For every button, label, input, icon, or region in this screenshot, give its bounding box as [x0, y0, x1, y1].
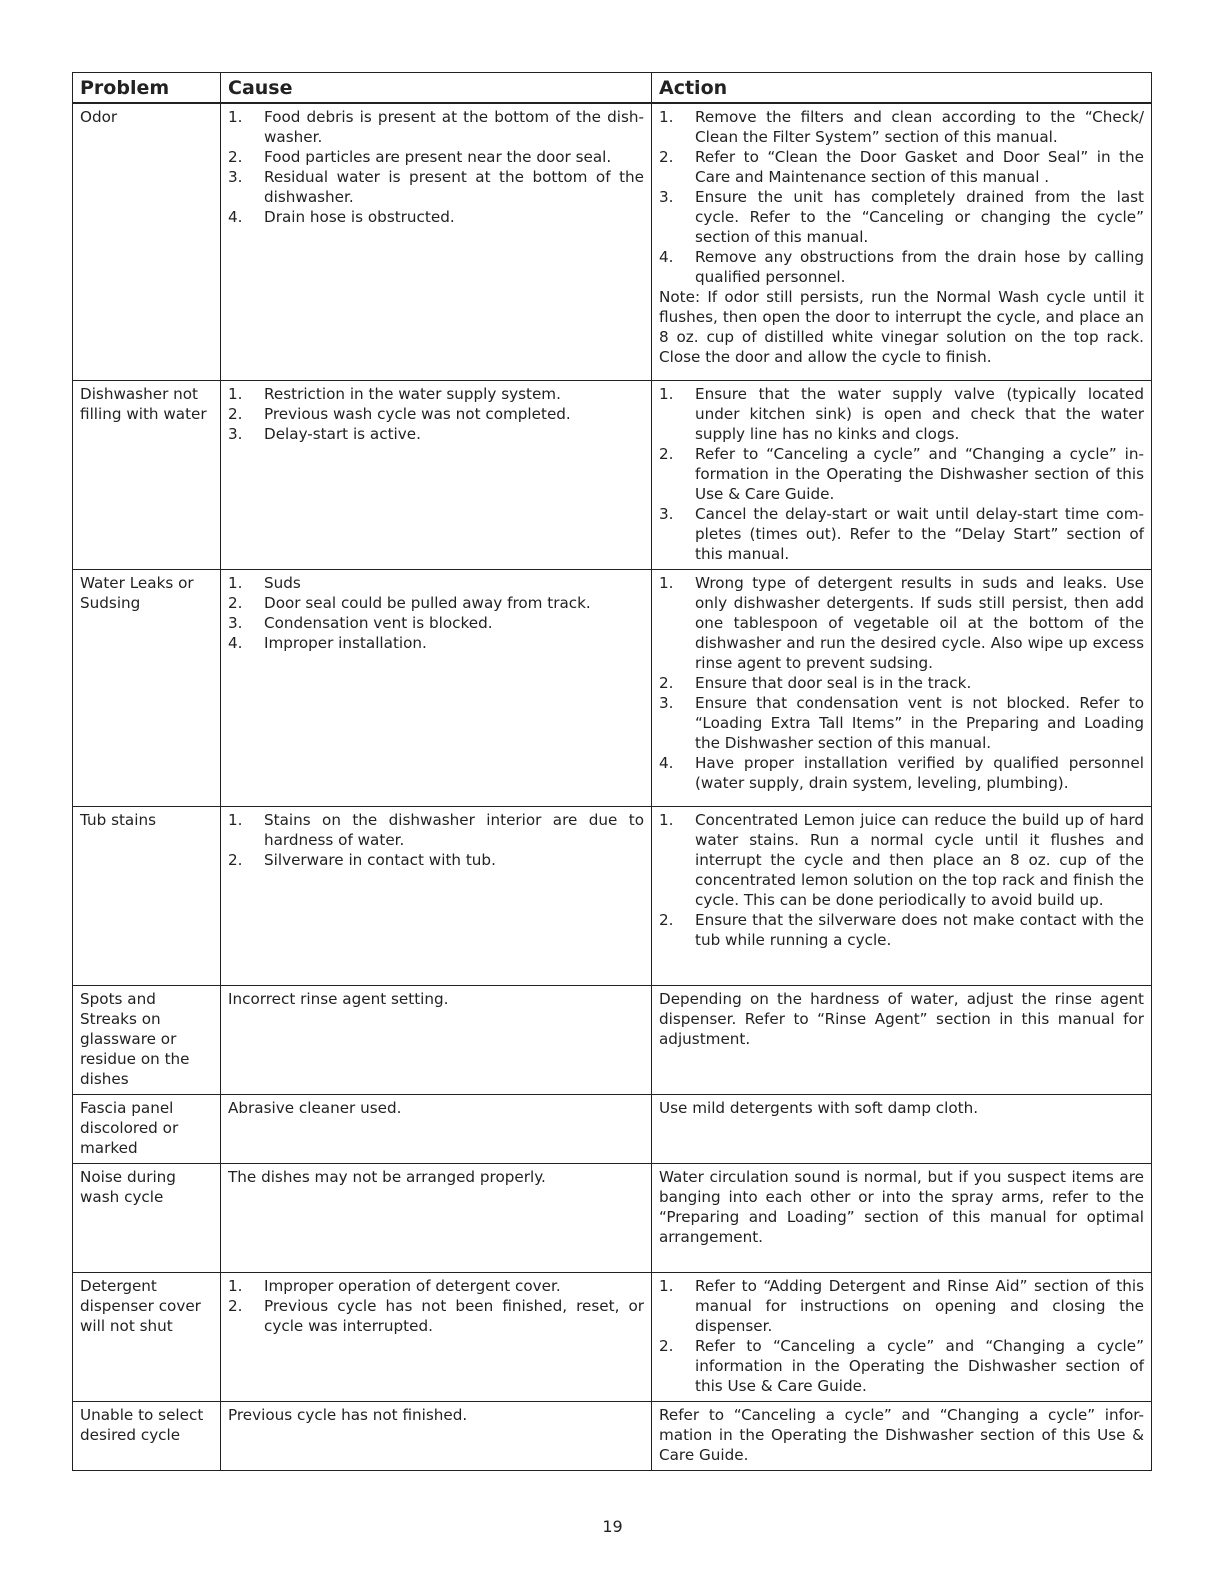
problem-cell: Spots and Streaks on glassware or residue on the dishes: [73, 985, 221, 1094]
list-item: [659, 1276, 1144, 1336]
action-cell: [652, 806, 1152, 985]
cause-cell: [221, 1163, 652, 1272]
action-cell: [652, 985, 1152, 1094]
list-item: [659, 147, 1144, 187]
item-number: 4.: [228, 208, 243, 226]
item-number: 3.: [228, 424, 243, 443]
item-number: 2.: [228, 404, 243, 423]
cause-text: Abrasive cleaner used.: [228, 1098, 402, 1117]
cause-cell: [221, 1094, 652, 1163]
action-cell: [652, 569, 1152, 806]
list-item: [659, 504, 1144, 564]
item-text: Silverware in contact with tub.: [264, 850, 496, 869]
item-number: 1.: [659, 1276, 674, 1295]
list-item: [228, 404, 644, 424]
item-number: 1.: [228, 108, 243, 126]
table-row: [73, 380, 1152, 569]
cause-list: [228, 810, 644, 870]
table-row: [73, 1163, 1152, 1272]
list-item: [659, 444, 1144, 504]
item-text: Refer to “Clean the Door Gasket and Door Seal” in the Care and Maintenance section of this manual .: [695, 148, 1144, 186]
item-number: 2.: [659, 444, 674, 463]
list-item: [228, 573, 644, 593]
action-cell: [652, 1163, 1152, 1272]
table-body: [73, 103, 1152, 1470]
item-text: Refer to “Adding Detergent and Rinse Aid” section of this manual for instructions on opening and closing the dispenser.: [695, 1276, 1144, 1335]
item-number: 2.: [659, 910, 674, 929]
item-text: Improper operation of detergent cover.: [264, 1276, 561, 1295]
header-cause: Cause: [221, 73, 652, 104]
table-row: [73, 1094, 1152, 1163]
item-text: Ensure that the silverware does not make contact with the tub while running a cycle.: [695, 910, 1144, 949]
cause-cell: [221, 1401, 652, 1470]
item-text: Ensure that the water supply valve (typically located under kitchen sink) is open and check that the water supply line has no kinks and clogs.: [695, 384, 1144, 443]
action-cell: [652, 103, 1152, 380]
item-text: Previous cycle has not been finished, reset, or cycle was interrupted.: [264, 1296, 644, 1335]
action-cell: [652, 380, 1152, 569]
action-list: [659, 810, 1144, 950]
problem-cell: Odor: [73, 103, 221, 380]
list-item: [228, 167, 644, 207]
cause-text: The dishes may not be arranged properly.: [228, 1167, 546, 1186]
cause-cell: [221, 806, 652, 985]
list-item: [659, 573, 1144, 673]
action-text: Water circulation sound is normal, but if you suspect items are banging into each other or into the spray arms, refer to the “Preparing and Loading” section of this manual for optimal arrangement.: [659, 1167, 1144, 1246]
list-item: [228, 107, 644, 147]
item-text: Remove the filters and clean according to the “Check/ Clean the Filter System” section of this manual.: [695, 108, 1144, 146]
list-item: [228, 850, 644, 870]
item-text: Previous wash cycle was not completed.: [264, 404, 571, 423]
item-number: 2.: [228, 148, 243, 166]
item-text: Suds: [264, 573, 301, 592]
item-text: Restriction in the water supply system.: [264, 384, 561, 403]
item-number: 4.: [659, 753, 674, 772]
item-number: 1.: [228, 573, 243, 592]
item-number: 1.: [659, 384, 674, 403]
list-item: [659, 753, 1144, 793]
list-item: [228, 1276, 644, 1296]
item-number: 3.: [228, 613, 243, 632]
cause-list: [228, 107, 644, 227]
list-item: [228, 613, 644, 633]
item-text: Drain hose is obstructed.: [264, 208, 455, 226]
problem-cell: Dishwasher not filling with water: [73, 380, 221, 569]
list-item: [228, 593, 644, 613]
item-text: Ensure the unit has completely drained from the last cycle. Refer to the “Canceling or changing the cycle” section of this manual.: [695, 188, 1144, 246]
item-text: Food debris is present at the bottom of the dish-washer.: [264, 108, 644, 146]
item-number: 2.: [659, 1336, 674, 1355]
action-list: [659, 107, 1144, 287]
item-text: Door seal could be pulled away from track.: [264, 593, 591, 612]
item-text: Improper installation.: [264, 633, 427, 652]
item-number: 2.: [659, 148, 674, 166]
cause-text: Previous cycle has not finished.: [228, 1405, 468, 1424]
cause-list: [228, 384, 644, 444]
list-item: [659, 693, 1144, 753]
table-row: [73, 806, 1152, 985]
item-text: Have proper installation verified by qualified personnel (water supply, drain system, leveling, plumbing).: [695, 753, 1144, 792]
header-problem: Problem: [73, 73, 221, 104]
action-list: [659, 1276, 1144, 1396]
action-text: Use mild detergents with soft damp cloth.: [659, 1098, 979, 1117]
list-item: [228, 424, 644, 444]
list-item: [659, 107, 1144, 147]
item-number: 1.: [659, 108, 674, 126]
header-action: Action: [652, 73, 1152, 104]
cause-cell: [221, 380, 652, 569]
item-number: 2.: [228, 1296, 243, 1315]
item-number: 1.: [659, 573, 674, 592]
item-number: 3.: [659, 504, 674, 523]
action-cell: [652, 1094, 1152, 1163]
action-note: Note: If odor still persists, run the Normal Wash cycle until it flushes, then open the door to interrupt the cycle, and place an 8 oz. cup of distilled white vinegar solution on the top rack. Close the door and allow the cycle to finish.: [659, 288, 1144, 366]
item-text: Condensation vent is blocked.: [264, 613, 493, 632]
list-item: [228, 1296, 644, 1336]
item-text: Remove any obstructions from the drain hose by calling qualified personnel.: [695, 248, 1144, 286]
item-number: 2.: [659, 673, 674, 692]
item-number: 1.: [228, 384, 243, 403]
cause-cell: [221, 103, 652, 380]
cause-cell: [221, 985, 652, 1094]
cause-cell: [221, 569, 652, 806]
item-text: Delay-start is active.: [264, 424, 421, 443]
problem-cell: Unable to select desired cycle: [73, 1401, 221, 1470]
item-number: 1.: [228, 1276, 243, 1295]
list-item: [659, 810, 1144, 910]
problem-cell: Noise during wash cycle: [73, 1163, 221, 1272]
item-text: Cancel the delay-start or wait until delay-start time com-pletes (times out). Refer to the “Delay Start” section of this manual.: [695, 504, 1144, 563]
item-number: 3.: [659, 693, 674, 712]
item-number: 1.: [659, 810, 674, 829]
item-text: Food particles are present near the door seal.: [264, 148, 612, 166]
table-row: [73, 103, 1152, 380]
list-item: [659, 384, 1144, 444]
problem-cell: Detergent dispenser cover will not shut: [73, 1272, 221, 1401]
item-number: 2.: [228, 850, 243, 869]
list-item: [228, 810, 644, 850]
list-item: [228, 633, 644, 653]
troubleshooting-table: [72, 72, 1152, 1471]
table-row: [73, 569, 1152, 806]
page-number: 19: [602, 1517, 623, 1536]
list-item: [228, 384, 644, 404]
list-item: [228, 207, 644, 227]
cause-cell: [221, 1272, 652, 1401]
list-item: [659, 1336, 1144, 1396]
header-row: [73, 73, 1152, 104]
item-text: Ensure that condensation vent is not blocked. Refer to “Loading Extra Tall Items” in the Preparing and Loading the Dishwasher section of this manual.: [695, 693, 1144, 752]
item-text: Stains on the dishwasher interior are due to hardness of water.: [264, 810, 644, 849]
item-number: 3.: [228, 168, 243, 186]
table-row: [73, 1272, 1152, 1401]
item-number: 1.: [228, 810, 243, 829]
action-list: [659, 384, 1144, 564]
item-number: 4.: [228, 633, 243, 652]
list-item: [228, 147, 644, 167]
item-number: 2.: [228, 593, 243, 612]
list-item: [659, 187, 1144, 247]
action-text: Depending on the hardness of water, adjust the rinse agent dispenser. Refer to “Rinse Agent” section in this manual for adjustment.: [659, 989, 1144, 1048]
list-item: [659, 247, 1144, 287]
action-list: [659, 573, 1144, 793]
cause-list: [228, 1276, 644, 1336]
item-text: Wrong type of detergent results in suds and leaks. Use only dishwasher detergents. If suds still persist, then add one tablespoon of vegetable oil at the bottom of the dishwasher and run the desired cycle. Also wipe up excess rinse agent to prevent sudsing.: [695, 573, 1144, 672]
cause-list: [228, 573, 644, 653]
item-text: Ensure that door seal is in the track.: [695, 673, 972, 692]
table-row: [73, 985, 1152, 1094]
problem-cell: Tub stains: [73, 806, 221, 985]
item-text: Refer to “Canceling a cycle” and “Changing a cycle” in-formation in the Operating the Dishwasher section of this Use & Care Guide.: [695, 444, 1144, 503]
list-item: [659, 673, 1144, 693]
problem-cell: Water Leaks or Sudsing: [73, 569, 221, 806]
item-text: Refer to “Canceling a cycle” and “Changing a cycle” information in the Operating the Dishwasher section of this Use & Care Guide.: [695, 1336, 1144, 1395]
cause-text: Incorrect rinse agent setting.: [228, 989, 449, 1008]
item-number: 3.: [659, 188, 674, 206]
action-cell: [652, 1272, 1152, 1401]
action-cell: [652, 1401, 1152, 1470]
item-number: 4.: [659, 248, 674, 266]
item-text: Concentrated Lemon juice can reduce the build up of hard water stains. Run a normal cycle until it flushes and interrupt the cycle and then place an 8 oz. cup of the concentrated lemon solution on the top rack and finish the cycle. This can be done periodically to avoid build up.: [695, 810, 1144, 909]
list-item: [659, 910, 1144, 950]
action-text: Refer to “Canceling a cycle” and “Changing a cycle” infor-mation in the Operating the Dishwasher section of this Use & Care Guide.: [659, 1405, 1144, 1464]
item-text: Residual water is present at the bottom of the dishwasher.: [264, 168, 644, 206]
problem-cell: Fascia panel discolored or marked: [73, 1094, 221, 1163]
table-row: [73, 1401, 1152, 1470]
